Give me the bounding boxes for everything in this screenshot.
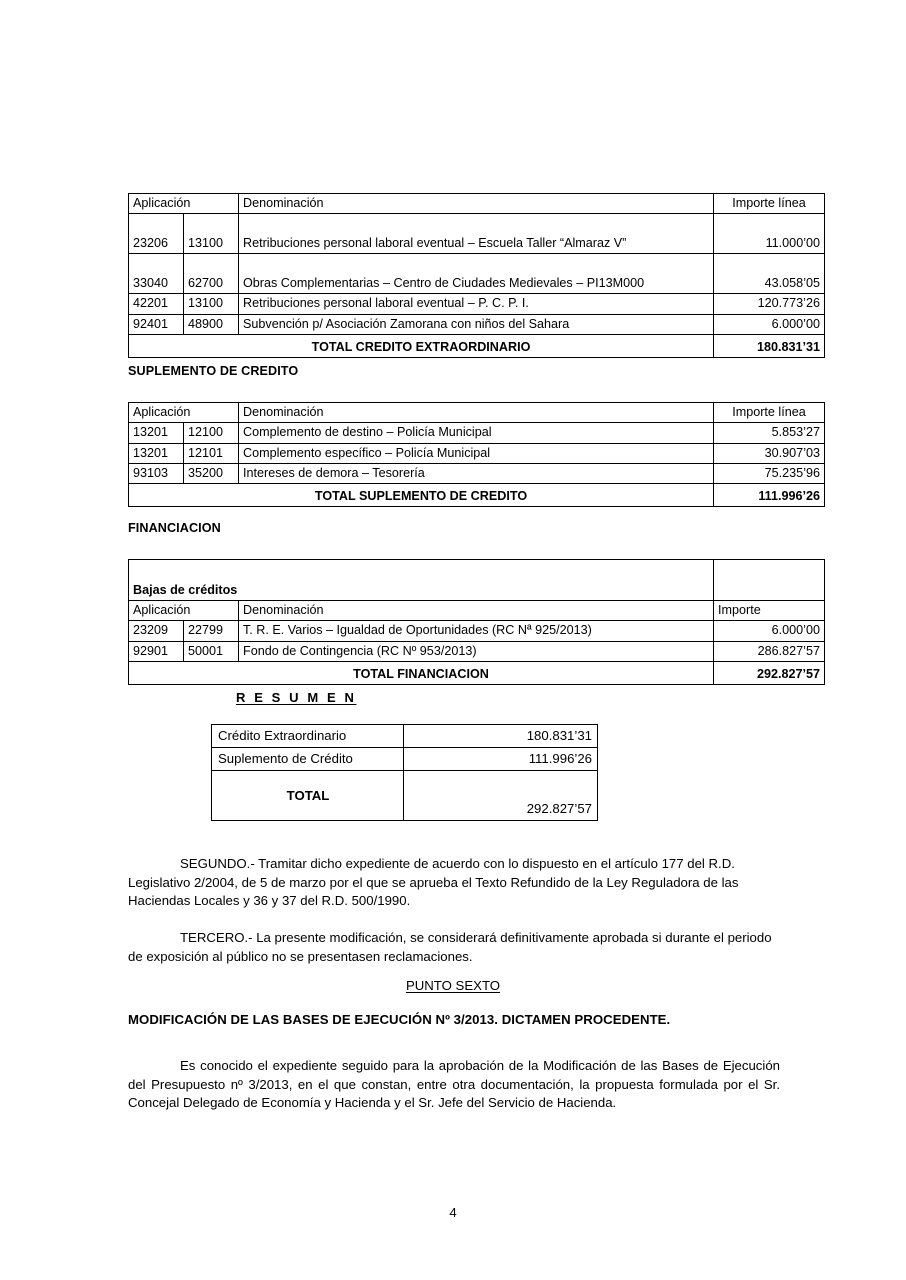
header-aplicacion: Aplicación xyxy=(129,601,239,621)
bajas-de-creditos-label: Bajas de créditos xyxy=(129,560,714,601)
table-row xyxy=(129,254,825,294)
cell-importe: 30.907’03 xyxy=(714,443,825,463)
table-row xyxy=(129,214,825,254)
cell-denominacion: Complemento específico – Policía Municipal xyxy=(239,443,714,463)
total-label: TOTAL SUPLEMENTO DE CREDITO xyxy=(129,484,714,507)
resumen-value: 180.831’31 xyxy=(404,725,598,748)
table-row xyxy=(129,621,825,641)
paragraph-tercero xyxy=(128,929,780,966)
cell-denominacion: Retribuciones personal laboral eventual – P. C. P. I. xyxy=(239,294,714,314)
cell-aplicacion-2: 50001 xyxy=(184,641,239,661)
cell-importe: 286.827’57 xyxy=(714,641,825,661)
cell-denominacion: Retribuciones personal laboral eventual – Escuela Taller “Almaraz V” xyxy=(239,214,714,254)
cell-aplicacion-1: 92401 xyxy=(129,314,184,334)
cell-denominacion: Complemento de destino – Policía Municipal xyxy=(239,423,714,443)
header-aplicacion: Aplicación xyxy=(129,194,239,214)
heading-modificacion-bases: MODIFICACIÓN DE LAS BASES DE EJECUCIÓN Nº 3/2013. DICTAMEN PROCEDENTE. xyxy=(128,1012,671,1027)
header-importe: Importe xyxy=(714,601,825,621)
table-row xyxy=(212,725,598,748)
cell-aplicacion-1: 23209 xyxy=(129,621,184,641)
table-row xyxy=(129,443,825,463)
resumen-total-label: TOTAL xyxy=(212,771,404,821)
table-row xyxy=(129,423,825,443)
table-row xyxy=(212,748,598,771)
cell-aplicacion-1: 93103 xyxy=(129,464,184,484)
resumen-label: Crédito Extraordinario xyxy=(212,725,404,748)
cell-aplicacion-2: 35200 xyxy=(184,464,239,484)
table-header-row xyxy=(129,194,825,214)
table-row xyxy=(129,641,825,661)
table-total-row xyxy=(129,335,825,358)
cell-aplicacion-1: 13201 xyxy=(129,443,184,463)
resumen-table xyxy=(211,724,598,821)
cell-importe: 6.000’00 xyxy=(714,621,825,641)
total-value: 292.827’57 xyxy=(714,662,825,685)
table-row xyxy=(129,464,825,484)
suplemento-de-credito-table xyxy=(128,402,825,507)
table-total-row xyxy=(129,662,825,685)
total-label: TOTAL FINANCIACION xyxy=(129,662,714,685)
header-denominacion: Denominación xyxy=(239,403,714,423)
paragraph-tercero-text: TERCERO.- La presente modificación, se considerará definitivamente aprobada si durante el periodo de exposición al público no se presentasen reclamaciones. xyxy=(128,930,772,964)
paragraph-segundo-text: SEGUNDO.- Tramitar dicho expediente de acuerdo con lo dispuesto en el artículo 177 del R.D. Legislativo 2/2004, de 5 de marzo por el que se aprueba el Texto Refundido de la Ley Reguladora de las Haciendas Locales y 36 y 37 del R.D. 500/1990. xyxy=(128,856,739,909)
cell-importe: 120.773’26 xyxy=(714,294,825,314)
header-importe: Importe línea xyxy=(714,194,825,214)
resumen-value: 111.996’26 xyxy=(404,748,598,771)
header-aplicacion: Aplicación xyxy=(129,403,239,423)
cell-aplicacion-1: 23206 xyxy=(129,214,184,254)
bajas-de-creditos-row xyxy=(129,560,825,601)
cell-importe: 11.000’00 xyxy=(714,214,825,254)
page-number: 4 xyxy=(449,1205,457,1220)
header-importe: Importe línea xyxy=(714,403,825,423)
resumen-total-value: 292.827’57 xyxy=(404,771,598,821)
total-value: 111.996’26 xyxy=(714,484,825,507)
header-denominacion: Denominación xyxy=(239,194,714,214)
resumen-label: Suplemento de Crédito xyxy=(212,748,404,771)
heading-suplemento-de-credito: SUPLEMENTO DE CREDITO xyxy=(128,364,299,378)
cell-aplicacion-1: 13201 xyxy=(129,423,184,443)
cell-denominacion: Intereses de demora – Tesorería xyxy=(239,464,714,484)
cell-aplicacion-2: 48900 xyxy=(184,314,239,334)
financiacion-table xyxy=(128,559,825,685)
table-total-row xyxy=(129,484,825,507)
heading-punto-sexto xyxy=(0,978,906,993)
table-row xyxy=(129,294,825,314)
paragraph-es-conocido xyxy=(128,1057,780,1113)
cell-importe: 5.853’27 xyxy=(714,423,825,443)
cell-aplicacion-2: 62700 xyxy=(184,254,239,294)
header-denominacion: Denominación xyxy=(239,601,714,621)
cell-aplicacion-1: 42201 xyxy=(129,294,184,314)
cell-aplicacion-2: 13100 xyxy=(184,294,239,314)
cell-aplicacion-2: 12100 xyxy=(184,423,239,443)
cell-denominacion: Subvención p/ Asociación Zamorana con niños del Sahara xyxy=(239,314,714,334)
total-label: TOTAL CREDITO EXTRAORDINARIO xyxy=(129,335,714,358)
cell-aplicacion-1: 33040 xyxy=(129,254,184,294)
punto-sexto-text: PUNTO SEXTO xyxy=(405,978,501,993)
cell-denominacion: Fondo de Contingencia (RC Nº 953/2013) xyxy=(239,641,714,661)
paragraph-es-conocido-text: Es conocido el expediente seguido para la aprobación de la Modificación de las Bases de Ejecución del Presupuesto nº 3/2013, en el que constan, entre otra documentación, la propuesta formulada por el Sr. Concejal Delegado de Economía y Hacienda y el Sr. Jefe del Servicio de Hacienda. xyxy=(128,1058,780,1111)
cell-denominacion: T. R. E. Varios – Igualdad de Oportunidades (RC Nª 925/2013) xyxy=(239,621,714,641)
credito-extraordinario-table xyxy=(128,193,825,358)
table-total-row xyxy=(212,771,598,821)
table-header-row xyxy=(129,601,825,621)
table-header-row xyxy=(129,403,825,423)
total-value: 180.831’31 xyxy=(714,335,825,358)
cell-importe: 75.235’96 xyxy=(714,464,825,484)
heading-financiacion: FINANCIACION xyxy=(128,521,221,535)
paragraph-segundo xyxy=(128,855,780,911)
cell-denominacion: Obras Complementarias – Centro de Ciudades Medievales – PI13M000 xyxy=(239,254,714,294)
cell-aplicacion-2: 13100 xyxy=(184,214,239,254)
resumen-title: R E S U M E N xyxy=(236,690,357,705)
cell-importe: 6.000’00 xyxy=(714,314,825,334)
table-row xyxy=(129,314,825,334)
cell-aplicacion-1: 92901 xyxy=(129,641,184,661)
bajas-de-creditos-empty-cell xyxy=(714,560,825,601)
cell-importe: 43.058’05 xyxy=(714,254,825,294)
cell-aplicacion-2: 22799 xyxy=(184,621,239,641)
cell-aplicacion-2: 12101 xyxy=(184,443,239,463)
